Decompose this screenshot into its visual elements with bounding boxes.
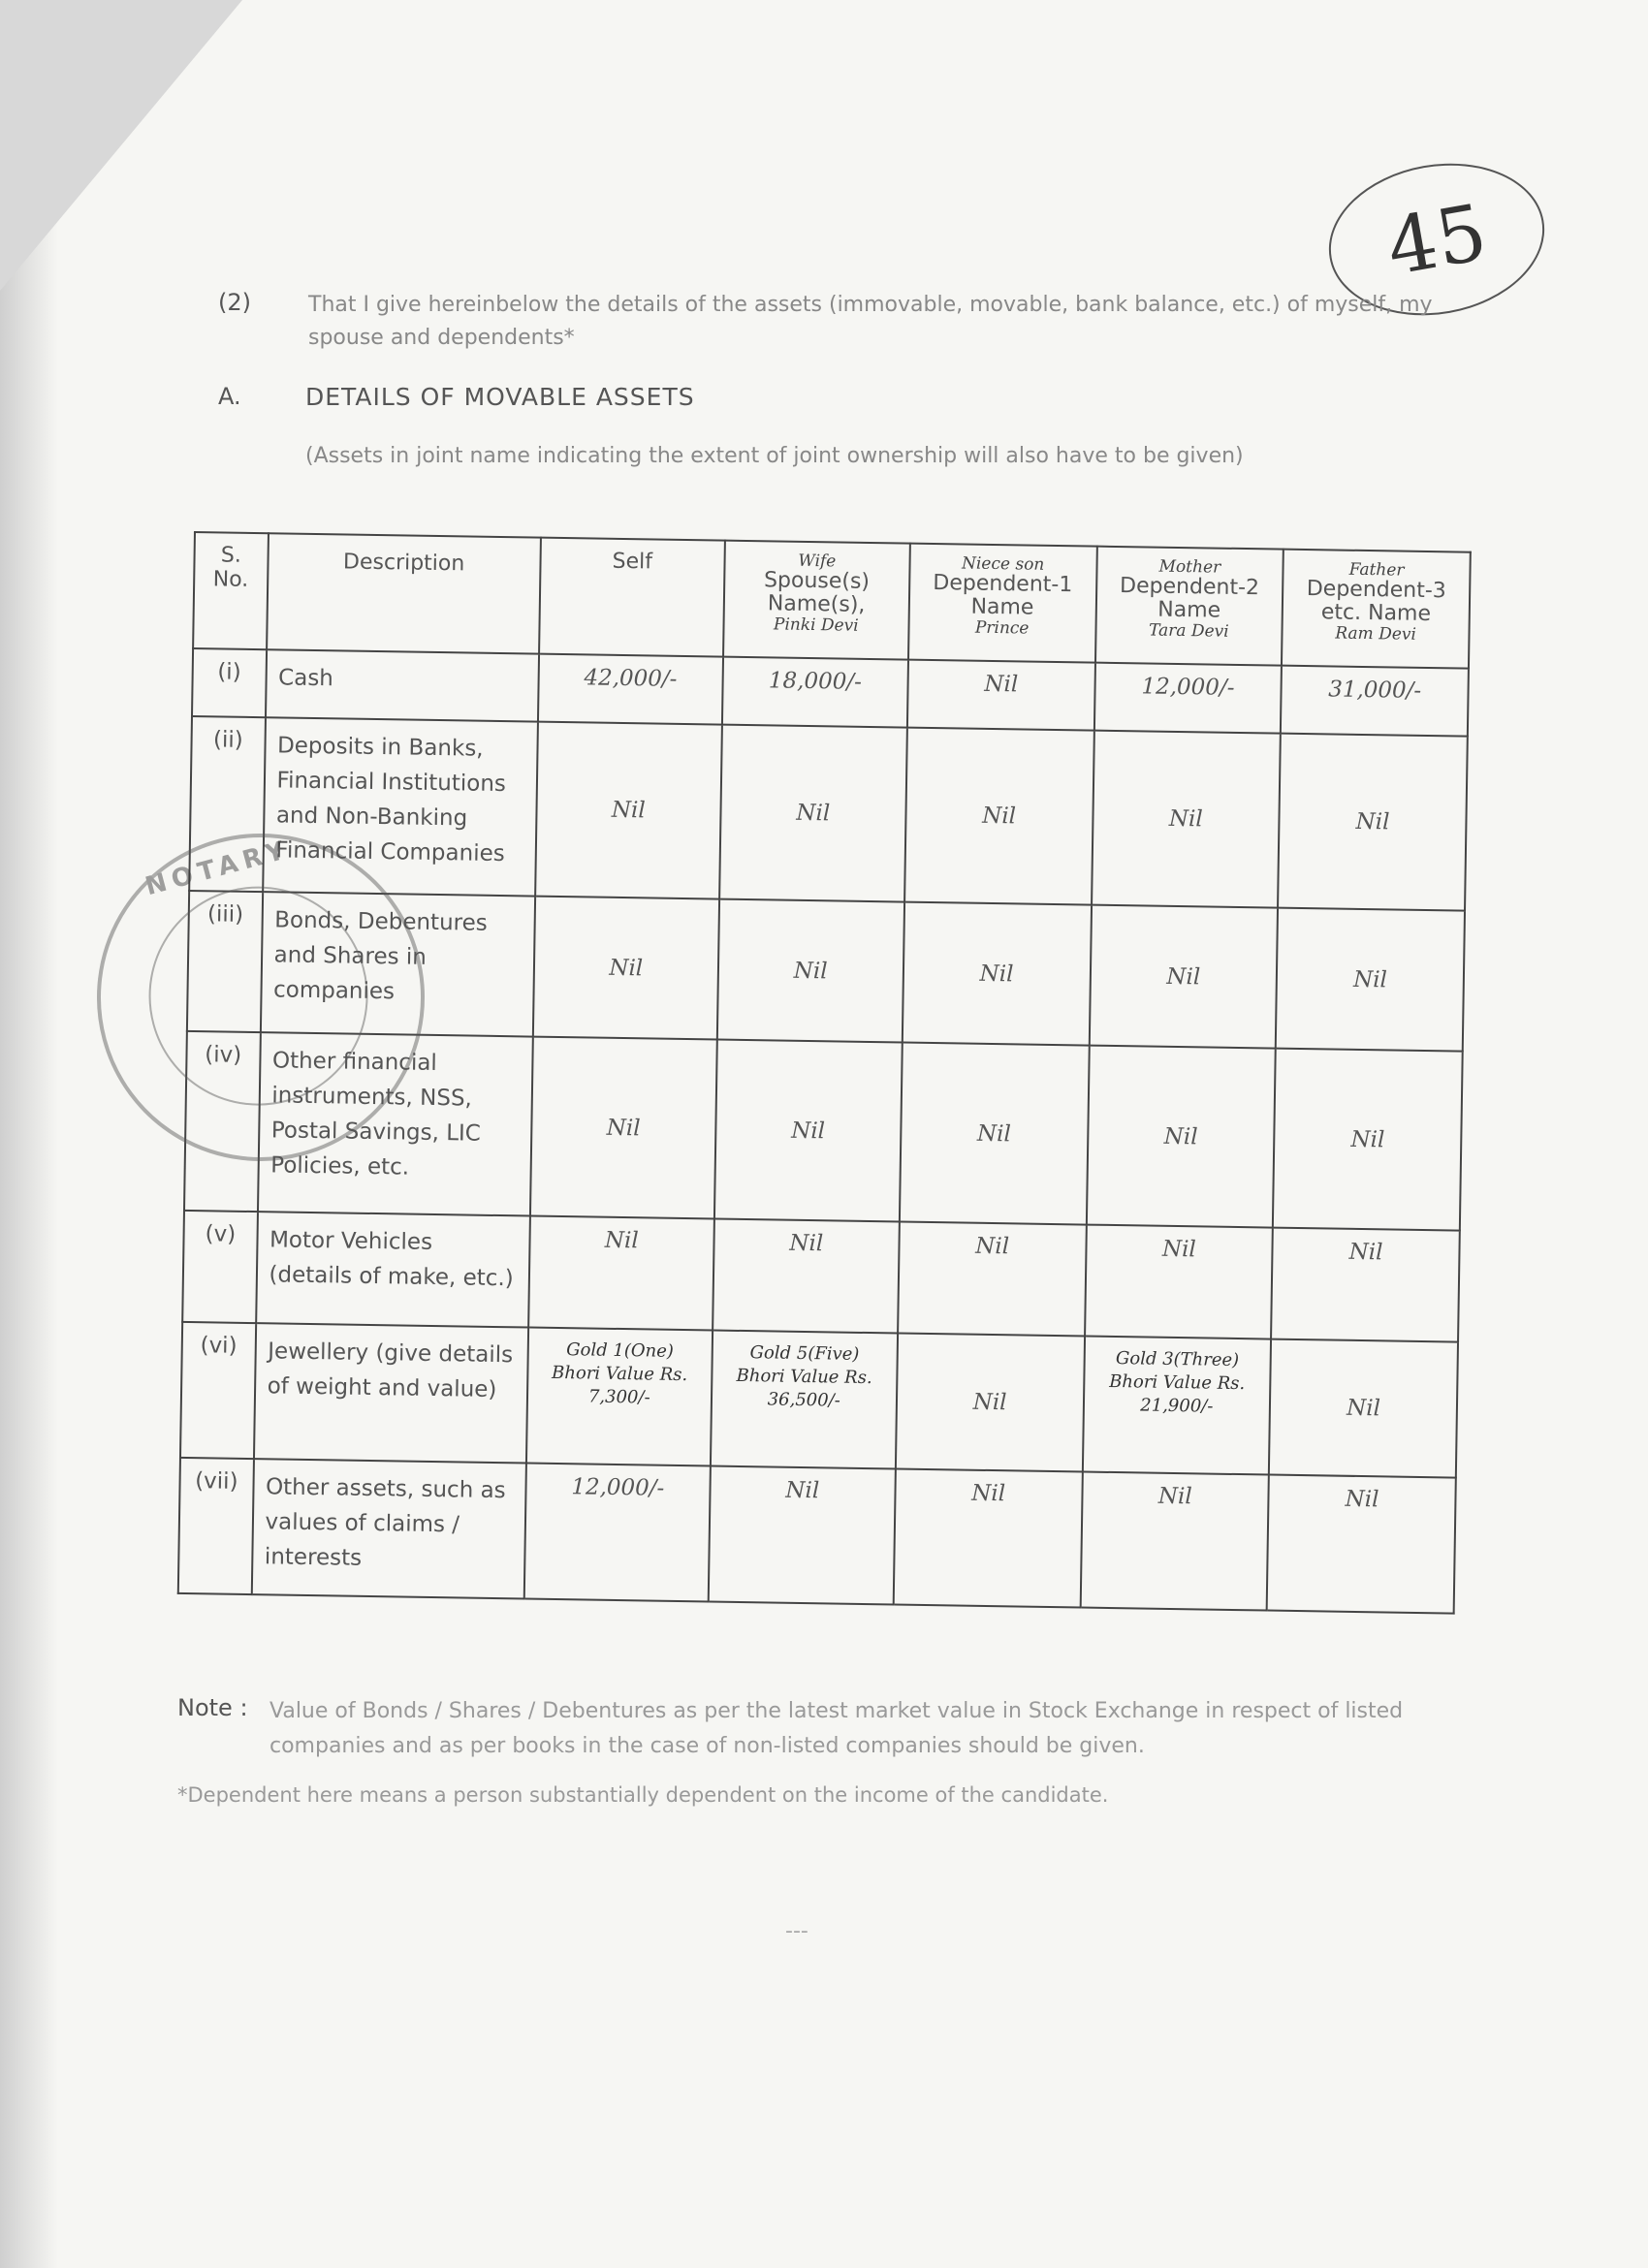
row-description: Other financial instruments, NSS, Postal Savings, LIC Policies, etc. [258, 1032, 533, 1215]
row-sno: (vii) [178, 1458, 254, 1594]
notary-seal-inner-ring [124, 862, 393, 1130]
header-self: Self [539, 538, 725, 657]
cell-dep3: Nil [1273, 1049, 1463, 1231]
row-sno: (ii) [189, 716, 265, 892]
header-dep2-name: Tara Devi [1148, 620, 1229, 642]
header-spouse-relation: Wife [798, 551, 837, 572]
cell-dep1: Nil [904, 728, 1094, 905]
cell-dep2: Nil [1080, 1472, 1269, 1611]
header-dep2-label: Dependent-2 Name [1119, 574, 1260, 623]
note-label: Note : [177, 1694, 248, 1721]
cell-spouse: Nil [719, 725, 907, 902]
cell-spouse: 18,000/- [722, 657, 908, 728]
header-dep2-relation: Mother [1158, 556, 1221, 578]
cell-dep1: Nil [893, 1468, 1082, 1607]
cell-self: Nil [533, 897, 719, 1040]
section-subtitle: (Assets in joint name indicating the extent of joint ownership will also have to be given) [305, 444, 1244, 468]
row-description: Motor Vehicles (details of make, etc.) [256, 1212, 530, 1327]
header-dependent-1 [908, 544, 1097, 663]
cell-dep2 [1082, 1337, 1271, 1475]
cell-dep2: 12,000/- [1093, 663, 1282, 734]
cell-self [526, 1328, 713, 1466]
cell-self: Nil [530, 1037, 717, 1219]
cell-dep1: Nil [907, 660, 1095, 731]
row-description: Deposits in Banks, Financial Institutions and Non-Banking Financial Companies [263, 717, 538, 896]
cell-dep1: Nil [896, 1334, 1085, 1472]
note-text: Value of Bonds / Shares / Debentures as per the latest market value in Stock Exchange in respect of listed companies and as per books in the case of non-listed companies should be given. [269, 1699, 1404, 1758]
row-description: Cash [266, 649, 539, 721]
page-edge-shadow [0, 0, 58, 2268]
cell-dep3: Nil [1267, 1475, 1456, 1614]
cell-self-text: Gold 1(One) Bhori Value Rs. 7,300/- [551, 1339, 688, 1408]
cell-spouse-text: Gold 5(Five) Bhori Value Rs. 36,500/- [736, 1342, 872, 1411]
table-header-row [193, 532, 1471, 669]
table-row [180, 1322, 1458, 1478]
header-dep1-name: Prince [974, 617, 1030, 639]
cell-dep3: Nil [1269, 1339, 1458, 1478]
row-sno: (iii) [187, 891, 263, 1032]
table-row [182, 1211, 1460, 1342]
row-description: Bonds, Debentures and Shares in companies [260, 892, 534, 1036]
row-sno: (vi) [180, 1322, 256, 1459]
cell-spouse: Nil [714, 1040, 903, 1222]
cell-dep3: Nil [1276, 908, 1465, 1052]
cell-dep1: Nil [898, 1222, 1087, 1337]
header-dependent-3 [1282, 550, 1471, 669]
row-description: Other assets, such as values of claims / interests [251, 1459, 525, 1598]
header-dep3-label: Dependent-3 etc. Name [1306, 577, 1446, 627]
table-row [189, 716, 1468, 911]
intro-number: (2) [218, 289, 251, 316]
header-dep3-name: Ram Devi [1335, 623, 1417, 645]
row-description: Jewellery (give details of weight and value) [254, 1323, 528, 1463]
section-letter: A. [218, 383, 241, 410]
cell-dep2: Nil [1086, 1046, 1276, 1228]
footnote: *Dependent here means a person substantially dependent on the income of the candidate. [177, 1783, 1109, 1807]
header-spouse [723, 541, 910, 660]
cell-dep3: Nil [1278, 734, 1468, 911]
header-sno: S. No. [193, 532, 268, 649]
row-sno: (iv) [184, 1031, 260, 1212]
page-number-circle: 45 [1316, 147, 1556, 332]
header-spouse-name: Pinki Devi [773, 614, 859, 636]
intro-text: That I give hereinbelow the details of the assets (immovable, movable, bank balance, etc.) of myself, my spouse and dependents* [308, 293, 1433, 350]
cell-spouse: Nil [713, 1219, 900, 1334]
header-dependent-2 [1094, 547, 1284, 666]
cell-self: Nil [528, 1216, 714, 1331]
cell-dep2-text: Gold 3(Three) Bhori Value Rs. 21,900/- [1108, 1348, 1246, 1417]
row-sno: (i) [192, 648, 267, 717]
header-dep1-relation: Niece son [961, 553, 1045, 575]
cell-dep3: 31,000/- [1281, 666, 1469, 737]
header-dep3-relation: Father [1348, 559, 1405, 581]
header-dep1-label: Dependent-1 Name [933, 570, 1073, 620]
cell-spouse: Nil [717, 899, 904, 1043]
cell-spouse: Nil [708, 1465, 895, 1604]
cell-self: 42,000/- [538, 654, 723, 725]
cell-self: Nil [535, 722, 722, 899]
cell-dep1: Nil [900, 1043, 1090, 1225]
header-spouse-label: Spouse(s) Name(s), [763, 568, 871, 617]
cell-dep3: Nil [1271, 1228, 1460, 1342]
cell-dep1: Nil [903, 902, 1092, 1046]
cell-dep2: Nil [1085, 1225, 1274, 1339]
cell-dep2: Nil [1089, 905, 1278, 1049]
cell-self: 12,000/- [524, 1464, 711, 1602]
table-row [178, 1458, 1456, 1614]
row-sno: (v) [182, 1211, 257, 1323]
page-separator: --- [785, 1919, 808, 1943]
cell-dep2: Nil [1092, 731, 1282, 908]
header-description: Description [267, 533, 541, 653]
section-title: DETAILS OF MOVABLE ASSETS [305, 383, 695, 411]
folded-corner [0, 0, 242, 291]
cell-spouse [711, 1331, 898, 1469]
notary-seal-text: NOTARY [142, 835, 294, 902]
